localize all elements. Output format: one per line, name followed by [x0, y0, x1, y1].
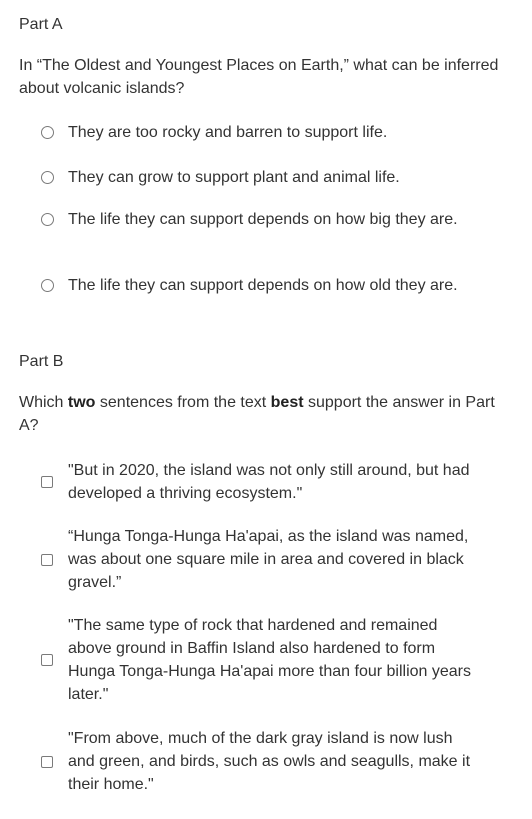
radio-button[interactable] — [41, 171, 54, 184]
question-text: Which — [19, 394, 68, 411]
question-emphasis: two — [67, 394, 96, 411]
radio-button[interactable] — [41, 126, 54, 139]
part-b-question — [19, 391, 497, 437]
checkbox[interactable] — [41, 476, 53, 488]
checkbox[interactable] — [41, 654, 53, 666]
part-b-option-2[interactable] — [38, 525, 478, 594]
radio-button[interactable] — [41, 213, 54, 226]
question-text: sentences from the text — [95, 394, 271, 411]
option-label: "The same type of rock that hardened and remained above ground in Baffin Island also hardened to form Hunga Tonga-Hunga Ha'apai more than four billion years later." — [68, 617, 472, 703]
option-label: They are too rocky and barren to support life. — [68, 124, 388, 141]
part-b-heading: Part B — [19, 353, 64, 370]
option-label: “Hunga Tonga-Hunga Ha'apai, as the island was named, was about one square mile in area and covered in black gravel.” — [68, 528, 469, 591]
option-label: "From above, much of the dark gray island is now lush and green, and birds, such as owls and seagulls, make it their home." — [68, 730, 471, 793]
part-b-option-4[interactable] — [38, 727, 478, 796]
option-label: "But in 2020, the island was not only still around, but had developed a thriving ecosystem." — [68, 462, 470, 502]
part-a-option-3[interactable] — [38, 208, 478, 231]
part-a-heading: Part A — [19, 16, 63, 33]
part-b-option-1[interactable] — [38, 459, 478, 505]
option-label: The life they can support depends on how old they are. — [68, 277, 458, 294]
part-b-option-3[interactable] — [38, 614, 478, 706]
checkbox[interactable] — [41, 554, 53, 566]
part-a-option-1[interactable] — [38, 121, 478, 144]
part-a-option-2[interactable] — [38, 166, 478, 189]
question-emphasis: best — [270, 394, 304, 411]
question-text: support the answer in Part A? — [19, 394, 495, 434]
option-label: They can grow to support plant and animal life. — [68, 169, 400, 186]
checkbox[interactable] — [41, 756, 53, 768]
radio-button[interactable] — [41, 279, 54, 292]
part-a-option-4[interactable] — [38, 274, 478, 297]
part-a-question: In “The Oldest and Youngest Places on Earth,” what can be inferred about volcanic islands? — [19, 57, 499, 97]
option-label: The life they can support depends on how big they are. — [68, 211, 458, 228]
